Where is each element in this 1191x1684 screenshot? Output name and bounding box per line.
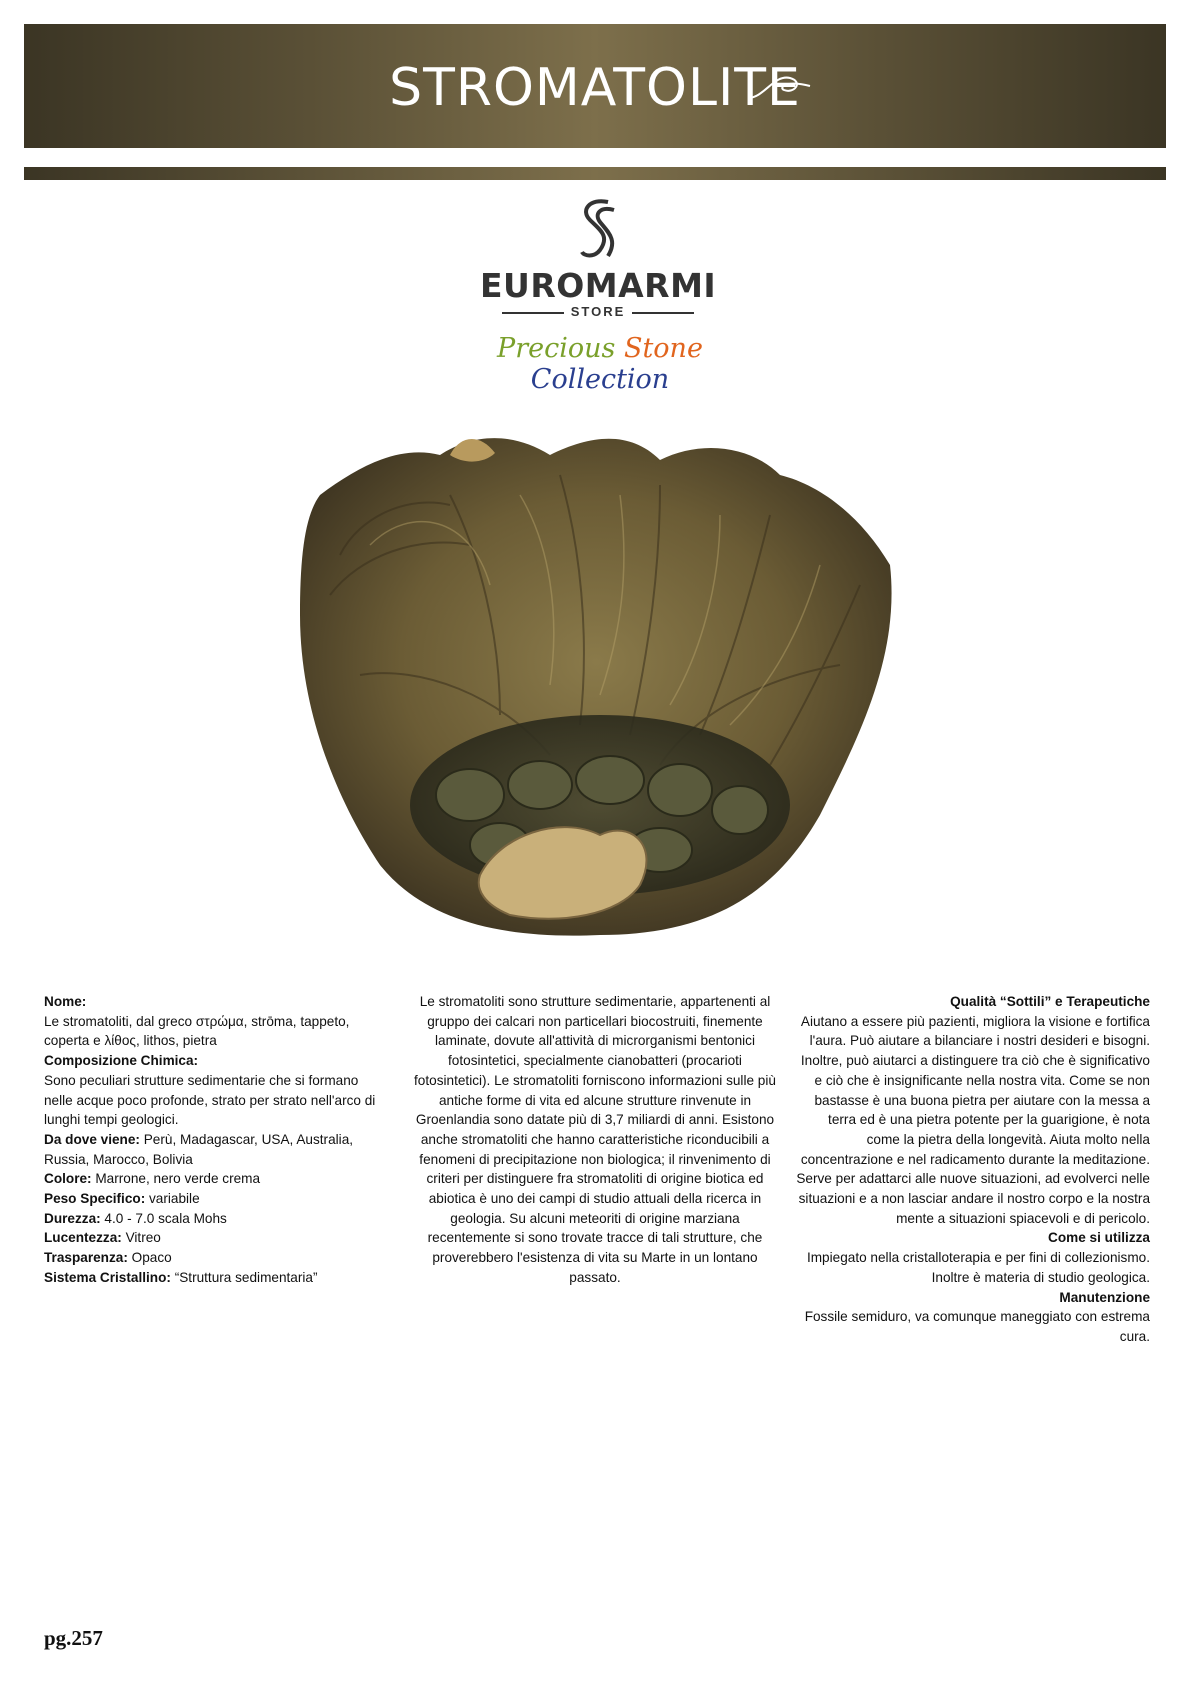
page-number: pg.257 <box>44 1626 103 1650</box>
title-banner <box>24 24 1166 148</box>
crystal-system-row: Sistema Cristallino: “Struttura sedimentaria” <box>44 1269 318 1285</box>
therapeutic-column <box>794 992 1150 1347</box>
stromatolite-image <box>300 435 900 945</box>
header-rule <box>24 167 1166 180</box>
qualities-label: Qualità “Sottili” e Terapeutiche <box>950 994 1150 1009</box>
maintenance-text: Fossile semiduro, va comunque maneggiato con estrema cura. <box>804 1309 1150 1344</box>
brand-line-right <box>632 312 694 314</box>
description-column <box>410 992 780 1288</box>
description-text: Le stromatoliti sono strutture sedimentarie, appartenenti al gruppo dei calcari non particellari biocostruiti, finemente laminate, dovute all'attività di microrganismi bentonici fotosintetici, specialmente cianobatteri (procarioti fotosintetici). Le stromatoliti forniscono informazioni sulle più antiche forme di vita ed alcune strutture rinvenute in Groenlandia sono datate più di 3,7 miliardi di anni. Esistono anche stromatoliti che hanno caratteristiche riconducibili a fenomeni di precipitazione non biologica; il rinvenimento di criteri per distinguere fra stromatoliti di origine biotica ed abiotica è uno dei campi di studio attuali della ricerca in geologia. Su alcuni meteoriti di origine marziana recentemente si sono trovate tracce di tali strutture, che proverebbero l'esistenza di vita su Marte in un lontano passato. <box>414 994 776 1285</box>
hardness-row: Durezza: 4.0 - 7.0 scala Mohs <box>44 1210 227 1226</box>
page-title: STROMATOLITE <box>389 58 801 118</box>
name-value: Le stromatoliti, dal greco στρώμα, strōma, tappeto, coperta e λίθος, lithos, pietra <box>44 1013 350 1049</box>
brand-name: EUROMARMI <box>480 266 717 305</box>
composition-label: Composizione Chimica: <box>44 1053 199 1069</box>
collection-tagline <box>430 333 770 395</box>
brand-logo <box>480 196 716 326</box>
specific-weight-row: Peso Specifico: variabile <box>44 1191 200 1207</box>
maintenance-label: Manutenzione <box>1059 1289 1150 1305</box>
tagline-word-precious: Precious <box>497 333 616 364</box>
usage-text: Impiegato nella cristalloterapia e per fini di collezionismo. Inoltre è materia di studio geologica. <box>806 1250 1150 1285</box>
origin-row: Da dove viene: Perù, Madagascar, USA, Australia, Russia, Marocco, Bolivia <box>44 1131 354 1167</box>
tagline-word-stone: Stone <box>623 333 703 364</box>
luster-row: Lucentezza: Vitreo <box>44 1230 161 1246</box>
composition-value: Sono peculiari strutture sedimentarie che si formano nelle acque poco profonde, strato per strato nell'arco di lunghi tempi geologici. <box>44 1072 376 1128</box>
name-label: Nome: <box>44 994 87 1009</box>
euromarmi-s-icon <box>570 196 626 264</box>
title-flourish-icon <box>744 68 814 108</box>
color-row: Colore: Marrone, nero verde crema <box>44 1171 261 1187</box>
qualities-text: Aiutano a essere più pazienti, migliora la visione e fortifica l'aura. Può aiutare a bilanciare i nostri desideri e bisogni. Inoltre, può aiutarci a distinguere tra ciò che è significativo e ciò che è insignificante nella nostra vita. Come se non bastasse è una buona pietra per aiutare con la messa a terra ed è una pietra potente per la guarigione, è nota come la pietra della longevità. Aiuta molto nella concentrazione e nel radicamento durante la meditazione. Serve per adattarci alle nuove situazioni, ad evolverci nelle situazioni e a non lasciar andare il nostro corpo e la nostra mente a situazioni spiacevoli e di pericolo. <box>796 1013 1150 1226</box>
brand-sub-row <box>490 304 706 320</box>
tagline-word-collection: Collection <box>530 364 670 395</box>
brand-sub: STORE <box>570 304 626 319</box>
transparency-row: Trasparenza: Opaco <box>44 1250 172 1266</box>
usage-label: Come si utilizza <box>1048 1230 1150 1246</box>
properties-column <box>44 992 384 1288</box>
